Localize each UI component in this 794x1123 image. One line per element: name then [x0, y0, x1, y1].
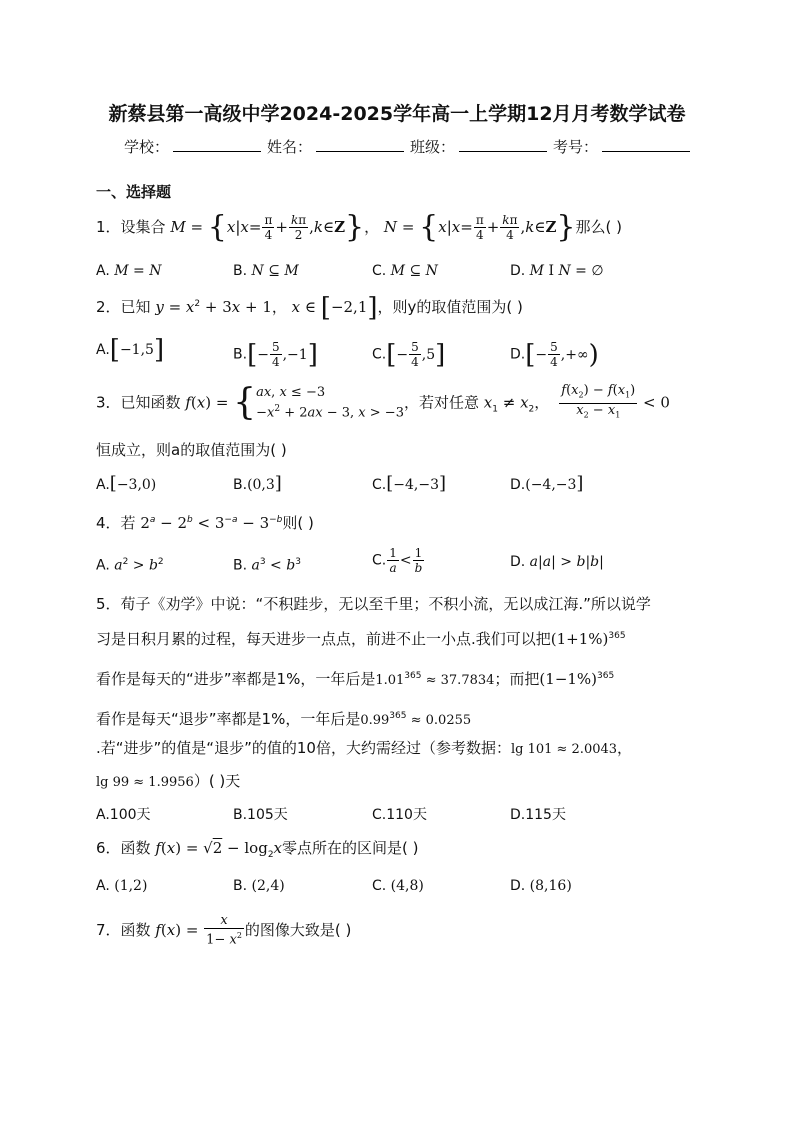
question-1: 1．设集合 M = {x|x= $\frac{\pi}{4}$ + $\frac{k\pi}{2}$ ,k∈Z}， N = {x|x= $\frac{\pi}{4}$ + $\frac{k\pi}{4}$ ,k∈Z}那么( )	[96, 209, 622, 245]
question-3-line2: 恒成立，则a的取值范围为( )	[96, 441, 287, 459]
question-5-line1: 5．荀子《劝学》中说：“不积跬步，无以至千里；不积小流，无以成江海.”所以说学	[96, 595, 651, 613]
name-label: 姓名：	[267, 138, 313, 156]
section-heading: 一、选择题	[96, 183, 172, 201]
q6-option-c[interactable]: C. (4,8)	[372, 878, 424, 894]
q1-option-b[interactable]: B. N ⊆ M	[233, 263, 299, 279]
q6-option-b[interactable]: B. (2,4)	[233, 878, 285, 894]
q2-option-c[interactable]: C.[− $\frac{5}{4}$ ,5]	[372, 339, 446, 370]
question-5-line2: 习是日积月累的过程，每天进步一点点，前进不止一小点.我们可以把$(1+1\%)^{365}$	[96, 630, 626, 648]
question-5-line5: .若“进步”的值是“退步”的值的10倍，大约需经过（参考数据：lg 101 ≈ 2.0043，	[96, 739, 633, 757]
q4-option-c[interactable]: C. $\frac{1}{a}$ < $\frac{1}{b}$	[372, 546, 423, 575]
question-4: 4．若 $2^a - 2^b < 3^{-a} - 3^{-b}$则( )	[96, 514, 314, 532]
question-7: 7．函数 f(x) = $\frac{x}{1- x^2}$ 的图像大致是( )	[96, 913, 352, 948]
number-label: 考号：	[553, 138, 599, 156]
q2-option-d[interactable]: D.[− $\frac{5}{4}$ ,+∞)	[510, 339, 599, 370]
q3-option-b[interactable]: B.(0,3]	[233, 473, 282, 494]
question-5-line6: lg 99 ≈ 1.9956）( )天	[96, 772, 241, 790]
question-5-line3: 看作是每天的“进步”率都是1%，一年后是$1.01^{365} \approx 37.7834$；而把$(1-1\%)^{365}$	[96, 670, 615, 688]
q4-option-a[interactable]: A. $a^2 > b^2$	[96, 557, 164, 574]
q1-option-a[interactable]: A. M = N	[96, 263, 162, 279]
class-blank[interactable]	[459, 137, 547, 152]
name-blank[interactable]	[316, 137, 404, 152]
question-3: 3．已知函数 f(x) = { ax, x ≤ −3 $-x^2 + 2ax - 3$, x > −3 ，若对任意 $x_1 \ne x_2$， $\frac{f(x_2) - f(x_1)}{x_2 - x_1}$ < 0	[96, 382, 670, 424]
question-6: 6．函数 $f(x) = √2 - \log_2x$零点所在的区间是( )	[96, 839, 419, 860]
question-2: 2．已知 $y = x^2 + 3x + 1$， x ∈ [−2,1]，则y的取值范围为( )	[96, 293, 523, 323]
q4-option-d[interactable]: D. a|a| > b|b|	[510, 554, 604, 570]
q2-option-b[interactable]: B.[− $\frac{5}{4}$ ,−1]	[233, 339, 318, 370]
q6-option-d[interactable]: D. (8,16)	[510, 878, 572, 894]
q5-option-b[interactable]: B.105天	[233, 807, 288, 823]
q3-option-d[interactable]: D.(−4,−3]	[510, 473, 584, 494]
q1-option-d[interactable]: D. M I N = ∅	[510, 263, 604, 279]
school-label: 学校：	[124, 138, 170, 156]
q5-option-c[interactable]: C.110天	[372, 807, 427, 823]
q1-option-c[interactable]: C. M ⊆ N	[372, 263, 438, 279]
number-blank[interactable]	[602, 137, 690, 152]
q2-option-a[interactable]: A.[−1,5]	[96, 335, 165, 365]
page-title: 新蔡县第一高级中学2024-2025学年高一上学期12月月考数学试卷	[108, 103, 686, 125]
q5-option-d[interactable]: D.115天	[510, 807, 566, 823]
class-label: 班级：	[410, 138, 456, 156]
school-blank[interactable]	[173, 137, 261, 152]
q3-option-a[interactable]: A.[−3,0)	[96, 473, 157, 494]
q5-option-a[interactable]: A.100天	[96, 807, 151, 823]
q3-option-c[interactable]: C.[−4,−3]	[372, 473, 447, 494]
q4-option-b[interactable]: B. $a^3 < b^3$	[233, 557, 301, 574]
question-5-line4: 看作是每天“退步”率都是1%，一年后是$0.99^{365} \approx 0.0255$	[96, 710, 472, 728]
student-info-line	[124, 137, 696, 157]
q6-option-a[interactable]: A. (1,2)	[96, 878, 148, 894]
